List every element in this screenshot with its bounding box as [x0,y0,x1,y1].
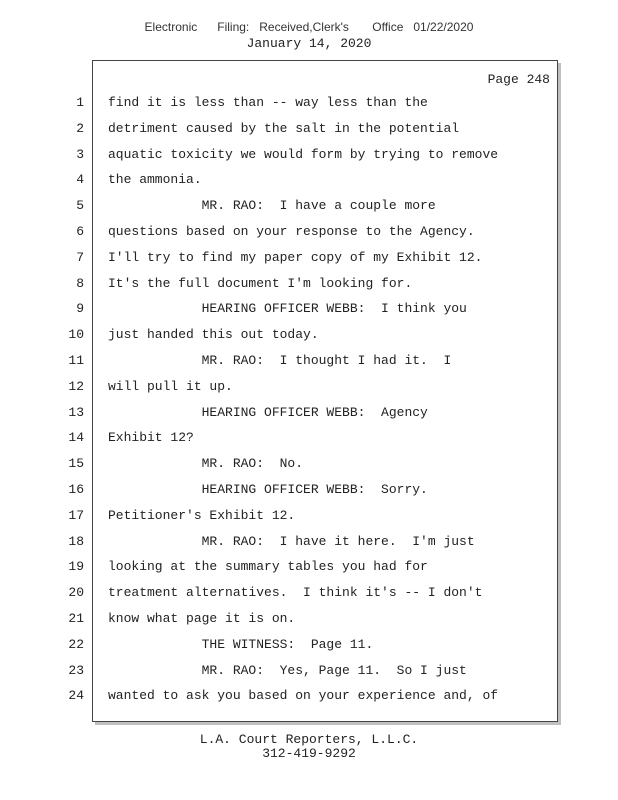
line-number: 9 [76,301,84,317]
line-text: aquatic toxicity we would form by trying to remove [108,146,499,162]
line-text: Exhibit 12? [108,430,194,446]
line-text: It's the full document I'm looking for. [108,275,413,291]
line-number: 18 [68,533,84,549]
line-number: 21 [68,611,84,626]
line-number: 19 [68,559,84,575]
reporter-phone: 312-419-9292 [262,746,356,761]
line-text: detriment caused by the salt in the potential [108,120,460,136]
transcript-line [0,116,618,142]
line-text: MR. RAO: I have a couple more [108,198,436,214]
line-number: 10 [68,327,84,343]
transcript-line [0,348,618,374]
line-number: 7 [76,249,84,265]
line-number: 24 [68,688,84,704]
line-text: the ammonia. [108,172,202,188]
line-text: MR. RAO: No. [108,456,304,472]
transcript-date: January 14, 2020 [246,36,372,51]
transcript-line [0,296,618,322]
line-text: HEARING OFFICER WEBB: Agency [108,404,428,420]
line-text: will pull it up. [108,378,233,394]
line-number: 4 [76,172,84,188]
transcript-line [0,683,618,709]
transcript-line [0,400,618,426]
line-text: MR. RAO: I have it here. I'm just [108,533,475,549]
line-text: Petitioner's Exhibit 12. [108,507,296,523]
transcript-line [0,245,618,271]
line-text: treatment alternatives. I think it's -- I don't [108,585,483,601]
transcript-line [0,271,618,297]
line-number: 2 [76,120,84,136]
line-text: just handed this out today. [108,327,319,343]
line-number: 22 [68,636,84,652]
line-number: 3 [76,146,84,162]
line-text: find it is less than -- way less than the [108,95,428,110]
transcript-line [0,477,618,503]
transcript-line [0,425,618,451]
transcript-line [0,193,618,219]
transcript-line [0,632,618,658]
transcript-line [0,167,618,193]
transcript-line [0,529,618,555]
line-text: HEARING OFFICER WEBB: Sorry. [108,482,428,497]
transcript-line [0,451,618,477]
line-text: MR. RAO: I thought I had it. I [108,353,452,368]
line-number: 15 [68,456,84,472]
page-number: Page 248 [487,72,550,87]
transcript-line [0,219,618,245]
line-number: 13 [68,404,84,420]
line-text: I'll try to find my paper copy of my Exhibit 12. [108,249,483,265]
line-text: HEARING OFFICER WEBB: I think you [108,301,467,317]
line-number: 23 [68,662,84,678]
transcript-line [0,606,618,632]
line-text: THE WITNESS: Page 11. [108,636,374,652]
line-number: 8 [76,275,84,291]
line-number: 17 [68,507,84,523]
line-number: 16 [68,482,84,497]
line-number: 1 [76,95,84,110]
line-number: 5 [76,198,84,214]
transcript-line [0,658,618,684]
transcript-line [0,322,618,348]
line-number: 20 [68,585,84,601]
transcript-line [0,554,618,580]
line-text: know what page it is on. [108,611,296,626]
line-text: questions based on your response to the Agency. [108,224,475,239]
transcript-line [0,90,618,116]
line-number: 12 [68,378,84,394]
line-number: 6 [76,224,84,239]
line-number: 14 [68,430,84,446]
reporter-company: L.A. Court Reporters, L.L.C. [199,732,419,747]
filing-stamp: Electronic Filing: Received,Clerk's Office 01/22/2020 [144,20,474,34]
transcript-line [0,503,618,529]
line-text: looking at the summary tables you had for [108,559,428,575]
transcript-line [0,580,618,606]
transcript-line [0,374,618,400]
line-number: 11 [68,353,84,368]
transcript-line [0,142,618,168]
line-text: MR. RAO: Yes, Page 11. So I just [108,662,467,678]
line-text: wanted to ask you based on your experience and, of [108,688,499,704]
